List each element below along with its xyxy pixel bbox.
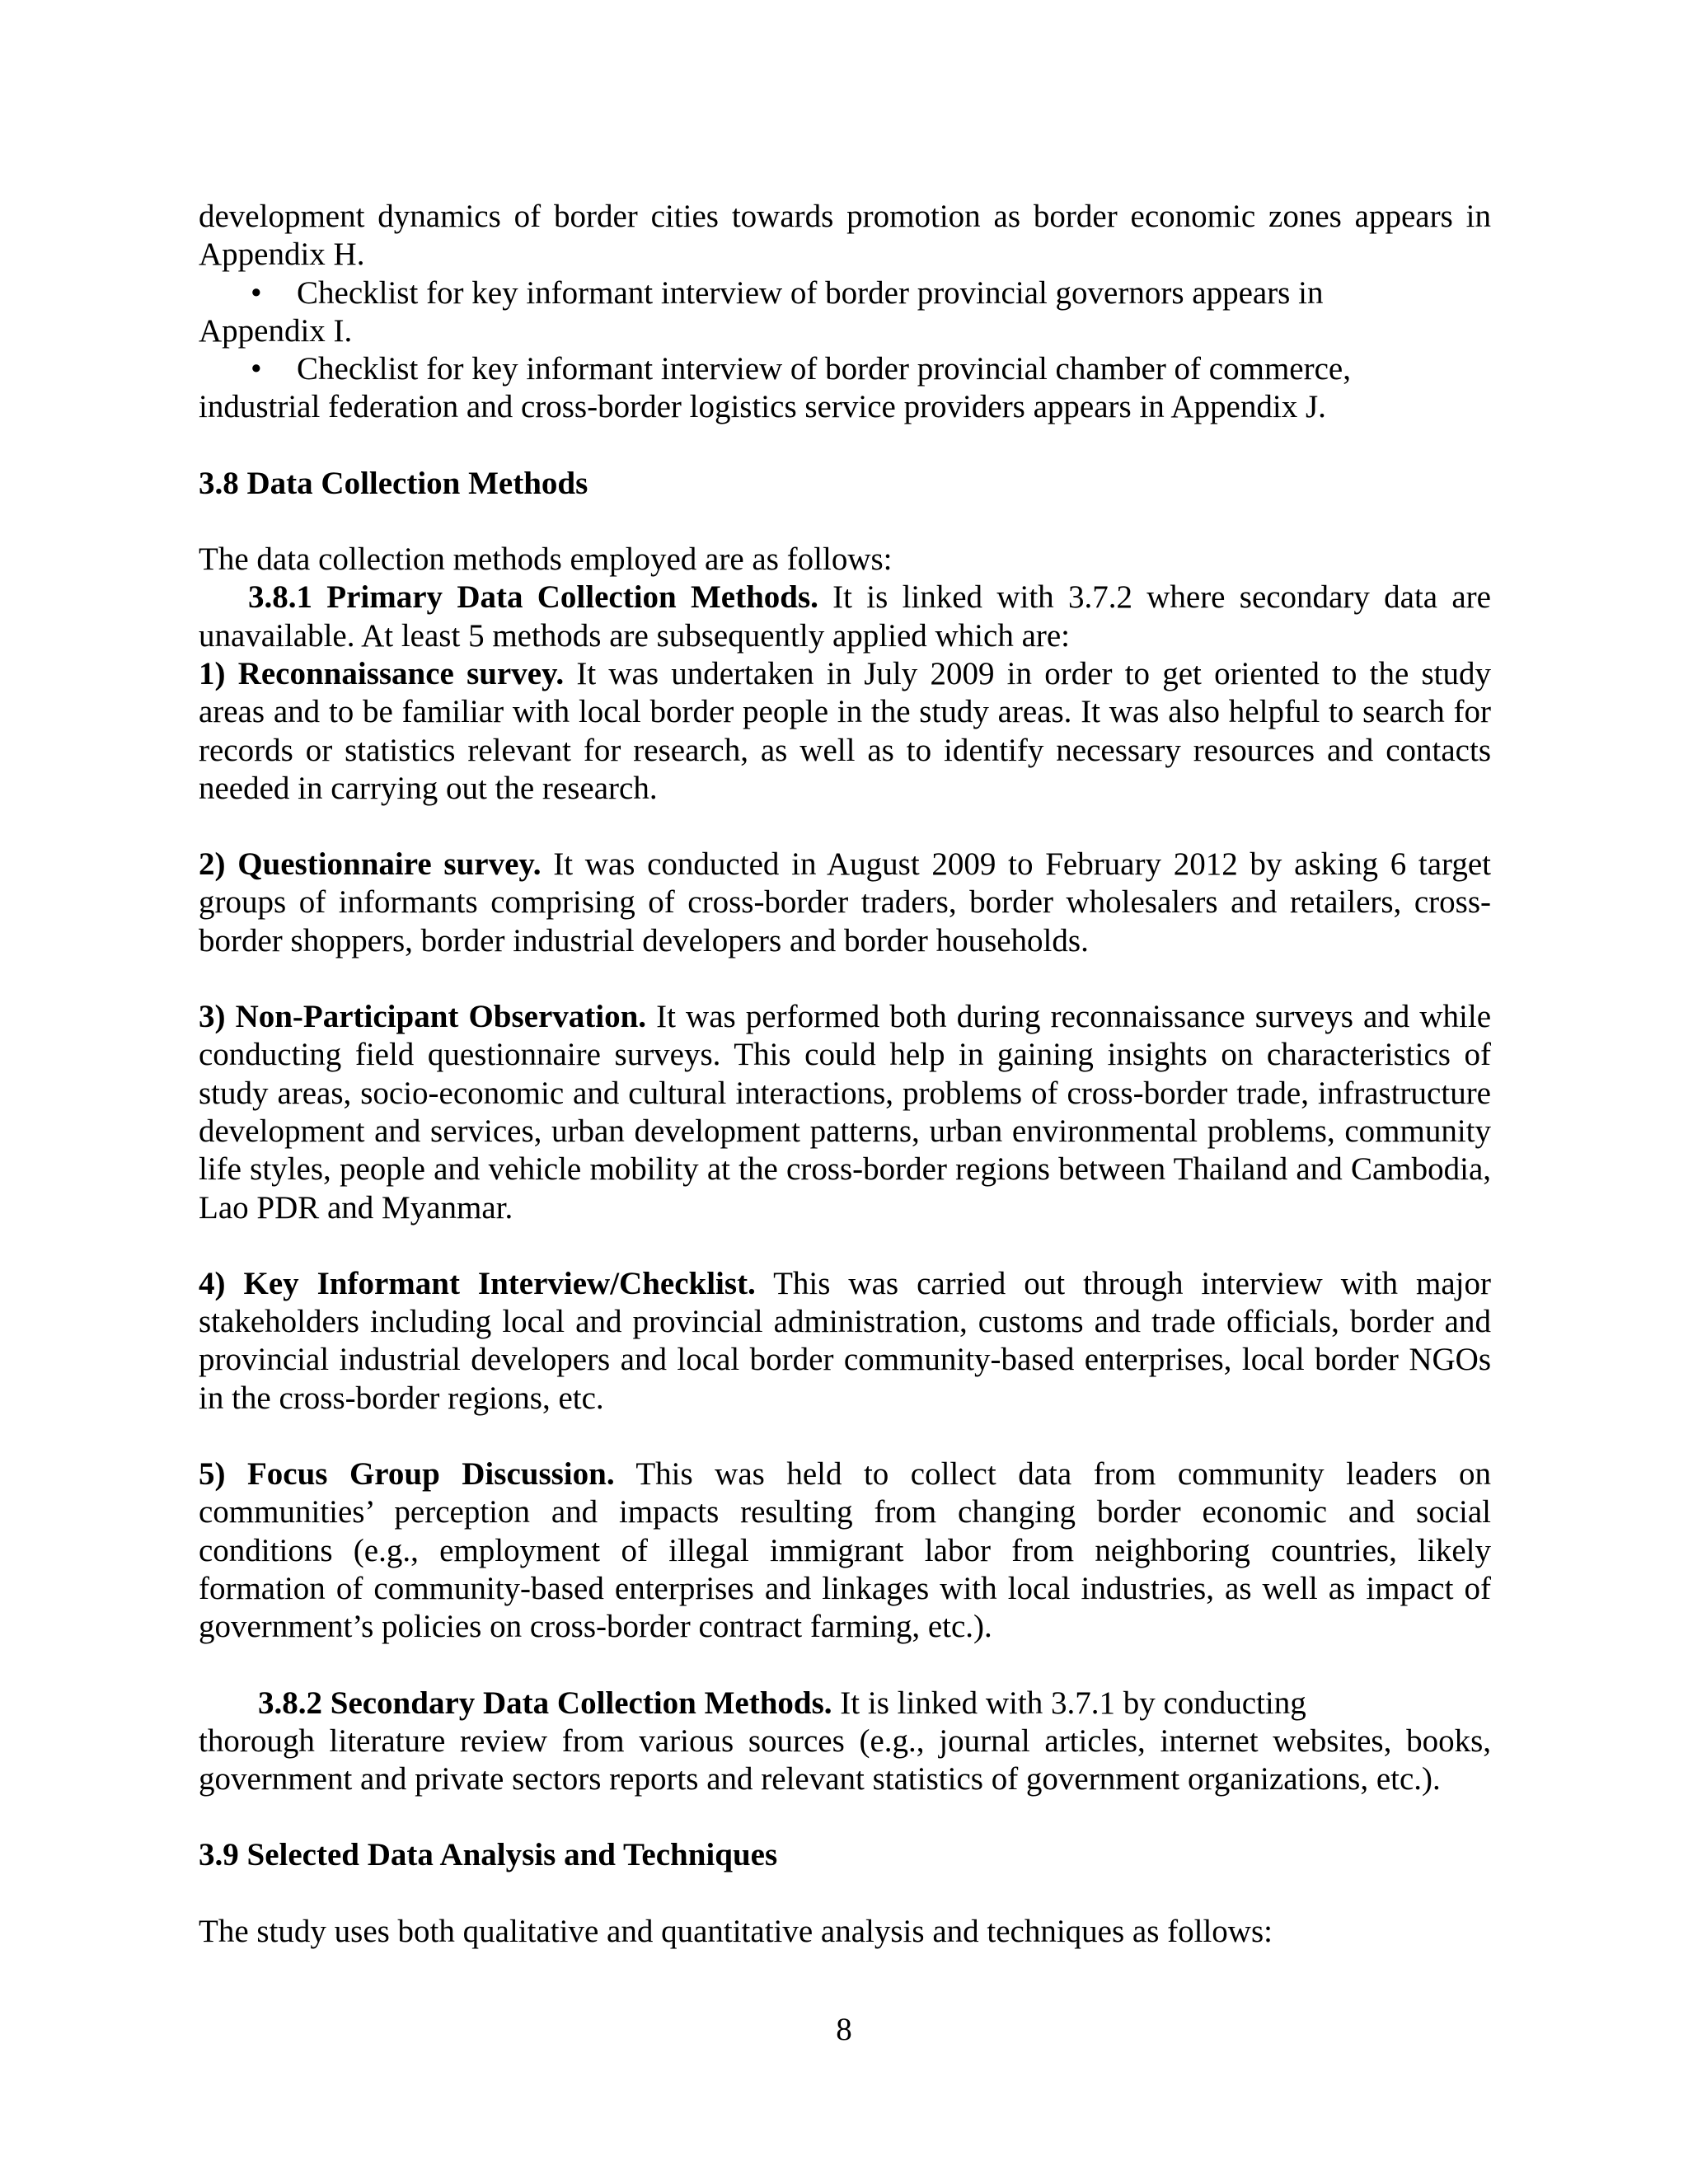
- method-1: [199, 655, 1491, 808]
- bullet-icon: •: [251, 351, 262, 387]
- method-4-title: 4) Key Informant Interview/Checklist.: [199, 1265, 756, 1301]
- section-heading-3-9: 3.9 Selected Data Analysis and Techniques: [199, 1837, 778, 1873]
- method-3: [199, 998, 1491, 1227]
- subsection-3-8-2: [199, 1685, 1491, 1799]
- method-3-title: 3) Non-Participant Observation.: [199, 999, 647, 1035]
- method-1-text: It was undertaken in July 2009 in order to get oriented to the study areas and to be familiar with local border people in the study areas. It was also helpful to search for records or statistics relevant for research, as well as to identify necessary resources and contacts needed in carrying out the research.: [199, 655, 1491, 806]
- subsection-3-8-2-text-continued: thorough literature review from various sources (e.g., journal articles, internet websites, books, government and private sectors reports and relevant statistics of government organizations, etc.).: [199, 1722, 1491, 1797]
- bullet-text-continued: Appendix I.: [199, 312, 353, 349]
- method-5-title: 5) Focus Group Discussion.: [199, 1456, 615, 1493]
- method-3-text: It was performed both during reconnaissance surveys and while conducting field questionnaire surveys. This could help in gaining insights on characteristics of study areas, socio-economic and cultural interactions, problems of cross-border trade, infrastructure development and services, urban development patterns, urban environmental problems, community life styles, people and vehicle mobility at the cross-border regions between Thailand and Cambodia, Lao PDR and Myanmar.: [199, 999, 1491, 1226]
- page-body: [199, 198, 1491, 1951]
- subsection-3-8-1-title: 3.8.1 Primary Data Collection Methods.: [248, 579, 818, 616]
- subsection-3-8-2-text: It is linked with 3.7.1 by conducting: [832, 1685, 1306, 1721]
- method-5: [199, 1455, 1491, 1646]
- intro-paragraph: development dynamics of border cities towards promotion as border economic zones appears in Appendix H.: [199, 199, 1491, 273]
- bullet-text-continued: industrial federation and cross-border logistics service providers appears in Appendix J.: [199, 389, 1326, 425]
- bullet-item-2: [199, 350, 1491, 427]
- section-heading-3-8: 3.8 Data Collection Methods: [199, 465, 588, 501]
- method-5-text: This was held to collect data from community leaders on communities’ perception and impacts resulting from changing border economic and social conditions (e.g., employment of illegal immigrant labor from neighboring countries, likely formation of community-based enterprises and linkages with local industries, as well as impact of government’s policies on cross-border contract farming, etc.).: [199, 1456, 1491, 1645]
- bullet-text: Checklist for key informant interview of border provincial governors appears in: [297, 274, 1324, 311]
- section-3-8-lead: The data collection methods employed are as follows:: [199, 541, 893, 578]
- method-2: [199, 846, 1491, 960]
- bullet-item-1: [199, 274, 1491, 351]
- bullet-text: Checklist for key informant interview of border provincial chamber of commerce,: [297, 351, 1351, 387]
- method-2-title: 2) Questionnaire survey.: [199, 846, 542, 883]
- bullet-icon: •: [251, 274, 262, 311]
- method-4: [199, 1265, 1491, 1418]
- method-2-text: It was conducted in August 2009 to February 2012 by asking 6 target groups of informants comprising of cross-border traders, border wholesalers and retailers, cross-border shoppers, border industrial developers and border households.: [199, 846, 1491, 958]
- subsection-3-8-1: [199, 579, 1491, 655]
- method-1-title: 1) Reconnaissance survey.: [199, 655, 565, 691]
- method-4-text: This was carried out through interview with major stakeholders including local and provincial administration, customs and trade officials, border and provincial industrial developers and local border community-based enterprises, local border NGOs in the cross-border regions, etc.: [199, 1265, 1491, 1416]
- page-number: 8: [836, 2012, 852, 2047]
- subsection-3-8-1-text: It is linked with 3.7.2 where secondary data are unavailable. At least 5 methods are subsequently applied which are:: [199, 579, 1491, 654]
- section-3-9-lead: The study uses both qualitative and quantitative analysis and techniques as follows:: [199, 1913, 1273, 1949]
- subsection-3-8-2-title: 3.8.2 Secondary Data Collection Methods.: [258, 1685, 832, 1721]
